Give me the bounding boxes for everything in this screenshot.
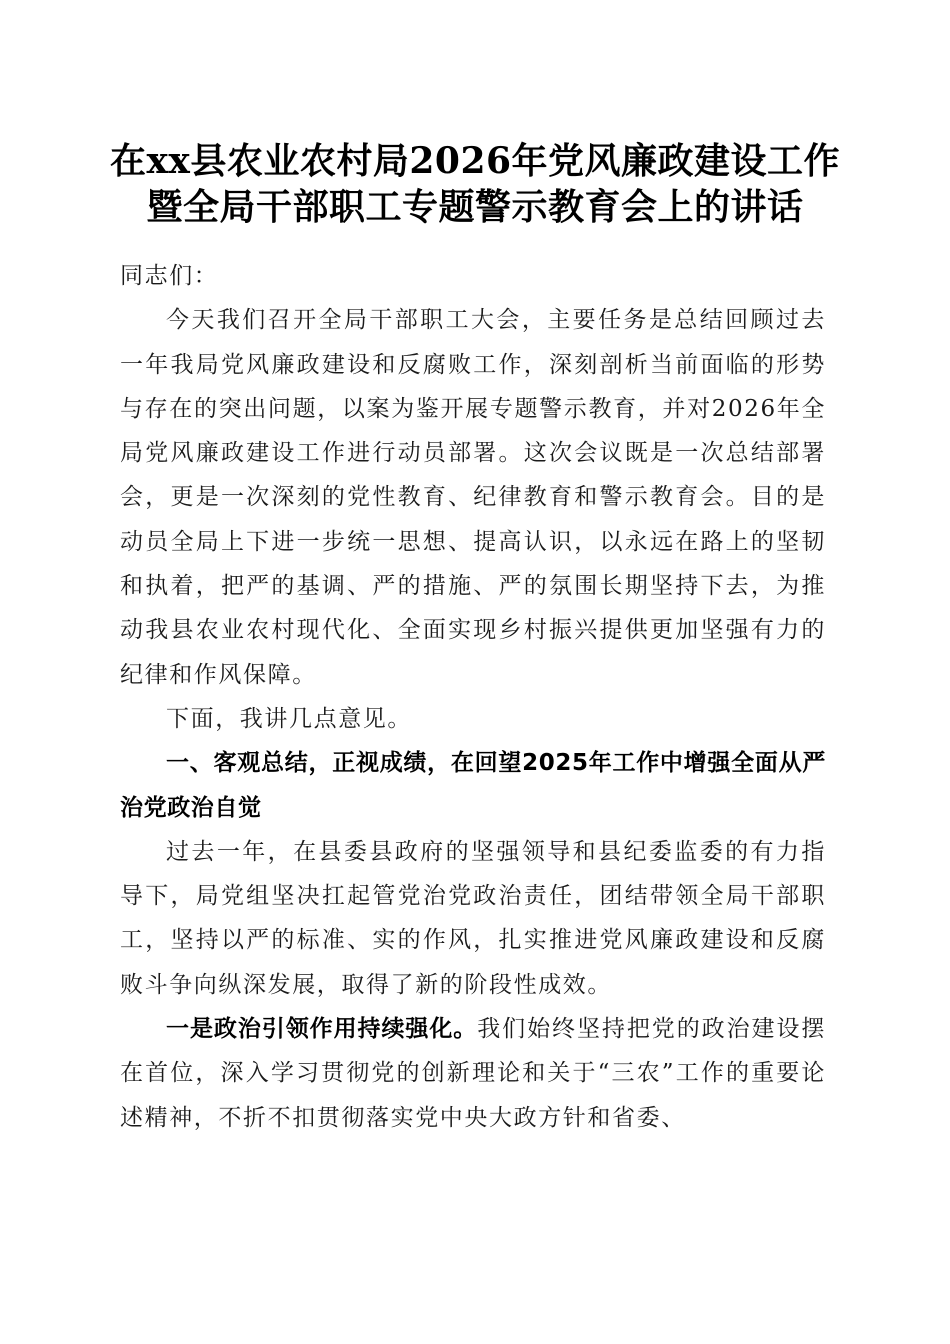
point-1-text: 我们始终坚持把党的政治建设摆在首位，深入学习贯彻党的创新理论和关于“三农”工作的重要论述精神，不折不扣贯彻落实党中央大政方针和省委、 bbox=[120, 1016, 826, 1131]
title-line-2: 暨全局干部职工专题警示教育会上的讲话 bbox=[146, 186, 804, 228]
point-1-paragraph bbox=[120, 1007, 826, 1140]
document-title bbox=[60, 138, 890, 230]
intro-paragraph: 今天我们召开全局干部职工大会，主要任务是总结回顾过去一年我局党风廉政建设和反腐败工作，深刻剖析当前面临的形势与存在的突出问题，以案为鉴开展专题警示教育，并对2026年全局党风廉政建设工作进行动员部署。这次会议既是一次总结部署会，更是一次深刻的党性教育、纪律教育和警示教育会。目的是动员全局上下进一步统一思想、提高认识，以永远在路上的坚韧和执着，把严的基调、严的措施、严的氛围长期坚持下去，为推动我县农业农村现代化、全面实现乡村振兴提供更加坚强有力的纪律和作风保障。 bbox=[120, 307, 826, 688]
section-1-heading: 一、客观总结，正视成绩，在回望2025年工作中增强全面从严治党政治自觉 bbox=[120, 750, 826, 821]
point-1-lead: 一是政治引领作用持续强化。 bbox=[166, 1016, 478, 1043]
section-1-paragraph: 过去一年，在县委县政府的坚强领导和县纪委监委的有力指导下，局党组坚决扛起管党治党政治责任，团结带领全局干部职工，坚持以严的标准、实的作风，扎实推进党风廉政建设和反腐败斗争向纵深发展，取得了新的阶段性成效。 bbox=[120, 838, 826, 998]
salutation: 同志们： bbox=[120, 263, 219, 289]
title-line-1: 在xx县农业农村局2026年党风廉政建设工作 bbox=[109, 140, 841, 182]
document-body bbox=[120, 254, 826, 1140]
transition-paragraph: 下面，我讲几点意见。 bbox=[166, 705, 412, 732]
